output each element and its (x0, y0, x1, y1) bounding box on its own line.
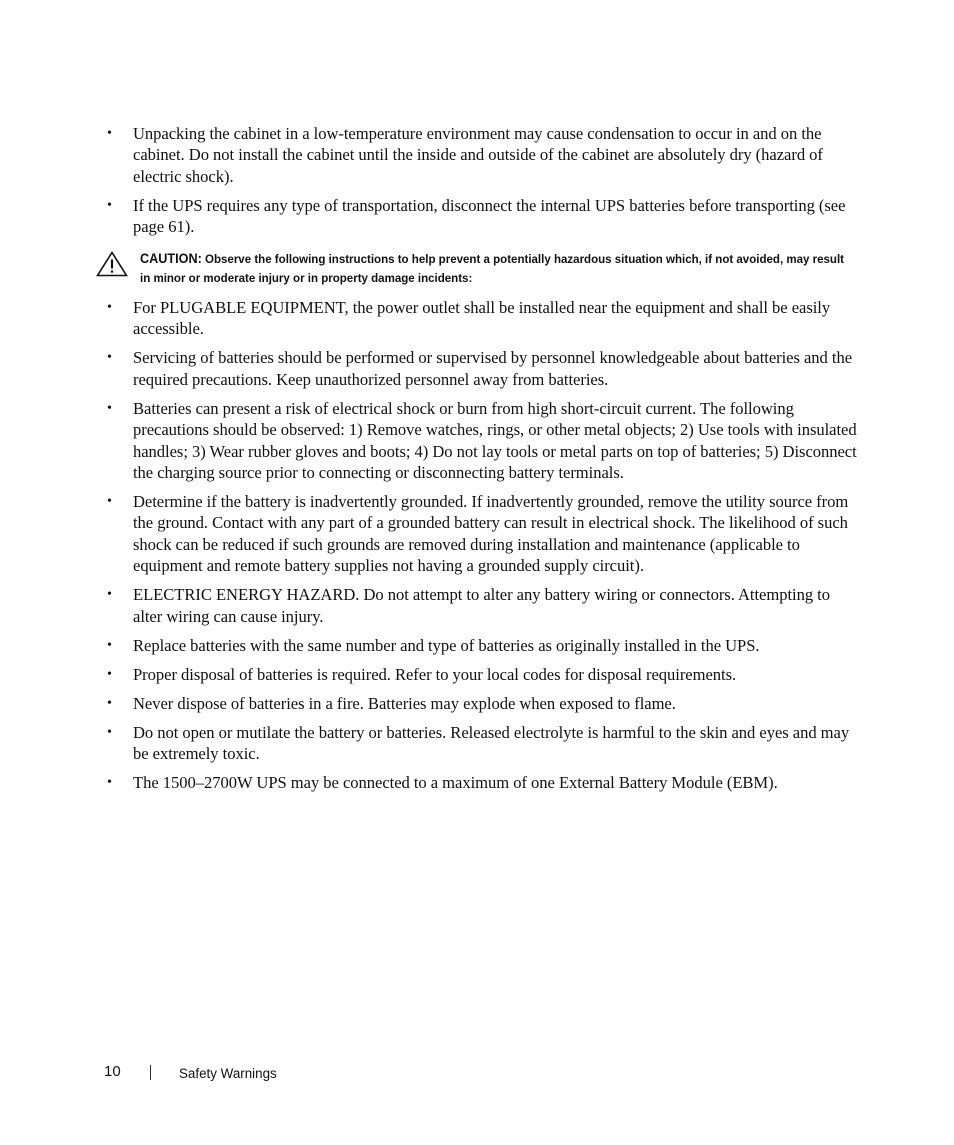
list-item-text: The 1500–2700W UPS may be connected to a maximum of one External Battery Module (EBM). (133, 773, 778, 793)
list-item (0, 664, 859, 685)
caution-label: CAUTION: (140, 251, 202, 266)
warning-triangle-icon (96, 251, 128, 277)
bullet-marker: • (107, 637, 112, 653)
list-item (0, 722, 859, 765)
list-item-text: Unpacking the cabinet in a low-temperature environment may cause condensation to occur in and on the cabinet. Do not install the cabinet until the inside and outside of the cabinet are absolutely dry (hazard of electric shock). (133, 124, 823, 186)
caution-text (140, 249, 856, 288)
list-item-text: Do not open or mutilate the battery or batteries. Released electrolyte is harmful to the skin and eyes and may be extremely toxic. (133, 722, 850, 764)
bullet-marker: • (107, 400, 112, 416)
list-item (0, 693, 859, 714)
list-item (0, 584, 859, 627)
list-item (0, 347, 859, 390)
bullet-marker: • (107, 666, 112, 682)
list-item (0, 491, 859, 577)
bullet-marker: • (107, 775, 112, 791)
caution-body: Observe the following instructions to help prevent a potentially hazardous situation which, if not avoided, may result in minor or moderate injury or in property damage incidents: (140, 252, 844, 285)
bullet-marker: • (107, 494, 112, 510)
list-item (0, 297, 859, 340)
list-item (0, 772, 859, 793)
list-item-text: Replace batteries with the same number and type of batteries as originally installed in the UPS. (133, 635, 760, 655)
list-item (0, 398, 859, 484)
list-item-text: Never dispose of batteries in a fire. Batteries may explode when exposed to flame. (133, 693, 676, 713)
bullet-marker: • (107, 126, 112, 141)
page-number: 10 (104, 1063, 121, 1080)
list-item-text: Batteries can present a risk of electrical shock or burn from high short-circuit current. The following precautions should be observed: 1) Remove watches, rings, or other metal objects; 2) Use tools with insulated handles; 3) Wear rubber gloves and boots; 4) Do not lay tools or metal parts on top of batteries; 5) Disconnect the charging source prior to connecting or disconnecting battery terminals. (133, 398, 857, 483)
footer-section-title: Safety Warnings (179, 1066, 277, 1081)
list-item-text: Determine if the battery is inadvertently grounded. If inadvertently grounded, remove the utility source from the ground. Contact with any part of a grounded battery can result in electrical shock. The likelihood of such shock can be reduced if such grounds are removed during installation and maintenance (applicable to equipment and remote battery supplies not having a grounded supply circuit). (133, 492, 849, 576)
safety-list-top (0, 123, 954, 245)
bullet-marker: • (107, 695, 112, 711)
bullet-marker: • (107, 587, 112, 603)
list-item-text: For PLUGABLE EQUIPMENT, the power outlet shall be installed near the equipment and shall be easily accessible. (133, 298, 831, 339)
bullet-marker: • (107, 300, 112, 315)
list-item-text: Servicing of batteries should be performed or supervised by personnel knowledgeable about batteries and the required precautions. Keep unauthorized personnel away from batteries. (133, 348, 853, 389)
list-item (0, 195, 859, 238)
list-item (0, 123, 859, 187)
list-item-text: ELECTRIC ENERGY HAZARD. Do not attempt to alter any battery wiring or connectors. Attempting to alter wiring can cause injury. (133, 585, 830, 626)
bullet-marker: • (107, 350, 112, 366)
list-item (0, 635, 859, 656)
bullet-marker: • (107, 724, 112, 740)
list-item-text: If the UPS requires any type of transportation, disconnect the internal UPS batteries before transporting (see page 61). (133, 195, 846, 237)
safety-list-bottom (0, 297, 954, 801)
list-item-text: Proper disposal of batteries is required. Refer to your local codes for disposal requirements. (133, 664, 737, 684)
bullet-marker: • (107, 197, 112, 213)
footer-divider (150, 1065, 151, 1080)
